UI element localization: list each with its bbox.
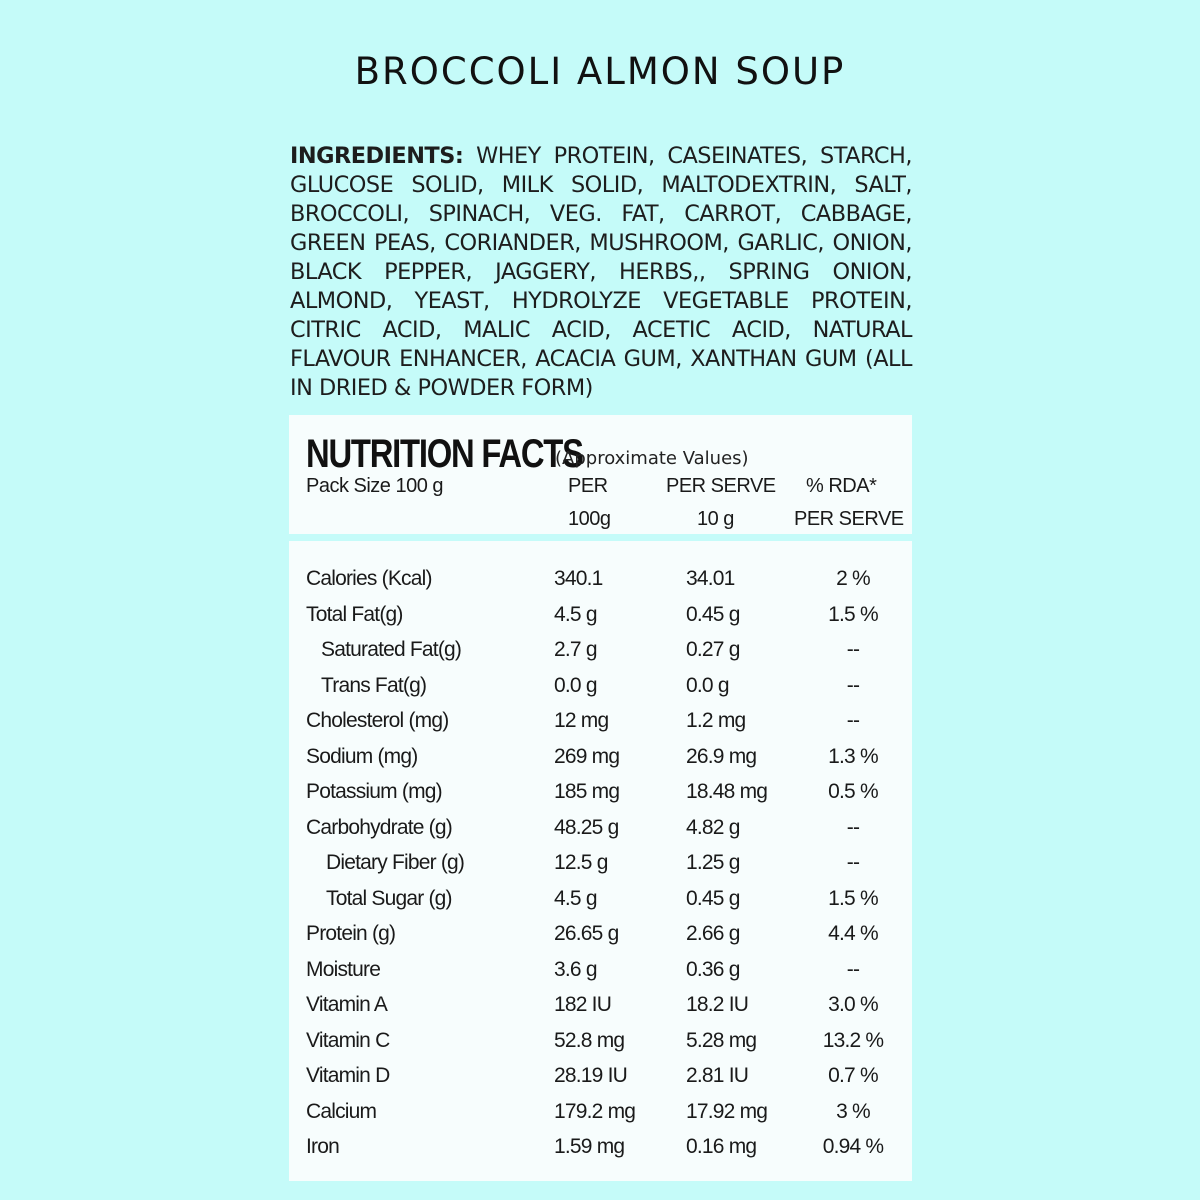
nutrition-row (289, 1029, 912, 1063)
nutrient-name: Vitamin D (306, 1064, 390, 1087)
ingredients-text: WHEY PROTEIN, CASEINATES, STARCH, GLUCOSE SOLID, MILK SOLID, MALTODEXTRIN, SALT, BROCCOLI, SPINACH, VEG. FAT, CARROT, CABBAGE, GREEN PEAS, CORIANDER, MUSHROOM, GARLIC, ONION, BLACK PEPPER, JAGGERY, HERBS,, SPRING ONION, ALMOND, YEAST, HYDROLYZE VEGETABLE PROTEIN, CITRIC ACID, MALIC ACID, ACETIC ACID, NATURAL FLAVOUR ENHANCER, ACACIA GUM, XANTHAN GUM (ALL IN DRIED & POWDER FORM) (290, 143, 912, 401)
nutrient-name: Calcium (306, 1099, 377, 1123)
value-per-serve: 1.25 g (686, 851, 740, 874)
product-title: BROCCOLI ALMON SOUP (354, 50, 846, 93)
nutrient-name: Calories (Kcal) (306, 567, 432, 590)
nutrient-name: Vitamin A (306, 993, 388, 1016)
nutrient-name: Total Sugar (g) (326, 886, 452, 910)
value-per-100g: 12.5 g (554, 851, 608, 874)
value-per-100g: 269 mg (554, 744, 620, 768)
col-per100-line1: PER (568, 475, 608, 497)
nutrition-row (289, 603, 912, 637)
nutrient-name: Moisture (306, 957, 381, 981)
nutrition-row (289, 816, 912, 850)
nutrition-row (289, 1100, 912, 1134)
nutrition-row (289, 674, 912, 708)
value-per-100g: 340.1 (554, 567, 603, 590)
value-per-serve: 0.0 g (686, 673, 729, 697)
rda-per-serve: -- (846, 709, 860, 732)
value-per-100g: 0.0 g (554, 673, 597, 697)
rda-per-serve: 3.0 % (828, 993, 878, 1016)
value-per-serve: 5.28 mg (686, 1028, 757, 1052)
value-per-serve: 2.81 IU (686, 1064, 749, 1087)
nutrient-name: Trans Fat(g) (321, 673, 427, 697)
nutrition-row (289, 958, 912, 992)
rda-per-serve: 1.5 % (828, 886, 878, 910)
value-per-serve: 18.48 mg (686, 780, 768, 803)
nutrient-name: Vitamin C (306, 1028, 390, 1052)
nutrient-name: Iron (306, 1135, 339, 1158)
rda-per-serve: 4.4 % (828, 922, 878, 945)
rda-per-serve: 0.7 % (828, 1064, 878, 1087)
nutrient-name: Sodium (mg) (306, 744, 418, 768)
rda-per-serve: 3 % (836, 1099, 870, 1123)
nutrition-row (289, 567, 912, 601)
value-per-serve: 0.36 g (686, 957, 740, 981)
value-per-100g: 179.2 mg (554, 1099, 636, 1123)
nutrient-name: Total Fat(g) (306, 602, 403, 626)
rda-per-serve: 1.3 % (828, 744, 878, 768)
nutrition-row (289, 851, 912, 885)
nutrition-row (289, 922, 912, 956)
value-per-100g: 26.65 g (554, 922, 619, 945)
rda-per-serve: 0.5 % (828, 780, 878, 803)
value-per-100g: 12 mg (554, 709, 609, 732)
nutrient-name: Potassium (mg) (306, 780, 442, 803)
value-per-100g: 28.19 IU (554, 1064, 627, 1087)
rda-per-serve: -- (846, 638, 860, 661)
nutrition-subtitle: (Approximate Values) (555, 448, 749, 469)
value-per-serve: 34.01 (686, 567, 735, 590)
nutrition-row (289, 1064, 912, 1098)
value-per-serve: 0.27 g (686, 638, 740, 661)
ingredients-label: INGREDIENTS: (290, 143, 464, 169)
value-per-serve: 0.45 g (686, 602, 740, 626)
nutrient-name: Dietary Fiber (g) (326, 851, 465, 874)
value-per-100g: 4.5 g (554, 602, 597, 626)
value-per-100g: 182 IU (554, 993, 612, 1016)
nutrition-row (289, 780, 912, 814)
col-per100-line2: 100g (568, 508, 611, 530)
rda-per-serve: 2 % (836, 567, 870, 590)
value-per-100g: 52.8 mg (554, 1028, 625, 1052)
value-per-serve: 18.2 IU (686, 993, 749, 1016)
nutrition-row (289, 709, 912, 743)
value-per-serve: 2.66 g (686, 922, 740, 945)
rda-per-serve: 0.94 % (822, 1135, 884, 1158)
ingredients-block (290, 142, 912, 403)
col-serve-line2: 10 g (697, 508, 734, 530)
value-per-serve: 0.16 mg (686, 1135, 757, 1158)
col-rda-line1: % RDA* (806, 475, 877, 497)
value-per-100g: 1.59 mg (554, 1135, 625, 1158)
value-per-serve: 26.9 mg (686, 744, 757, 768)
col-rda-line2: PER SERVE (794, 508, 904, 530)
rda-per-serve: -- (846, 815, 860, 839)
value-per-100g: 4.5 g (554, 886, 597, 910)
nutrient-name: Protein (g) (306, 922, 396, 945)
rda-per-serve: -- (846, 957, 860, 981)
col-serve-line1: PER SERVE (666, 475, 776, 497)
nutrient-name: Carbohydrate (g) (306, 815, 452, 839)
value-per-serve: 0.45 g (686, 886, 740, 910)
nutrient-name: Saturated Fat(g) (321, 638, 462, 661)
value-per-100g: 3.6 g (554, 957, 597, 981)
rda-per-serve: 13.2 % (822, 1028, 884, 1052)
value-per-serve: 4.82 g (686, 815, 740, 839)
nutrition-row (289, 638, 912, 672)
pack-size-label: Pack Size 100 g (306, 475, 444, 497)
nutrition-row (289, 745, 912, 779)
value-per-100g: 48.25 g (554, 815, 619, 839)
rda-per-serve: -- (846, 851, 860, 874)
nutrition-row (289, 887, 912, 921)
nutrient-name: Cholesterol (mg) (306, 709, 449, 732)
value-per-serve: 17.92 mg (686, 1099, 768, 1123)
value-per-serve: 1.2 mg (686, 709, 746, 732)
rda-per-serve: 1.5 % (828, 602, 878, 626)
nutrition-row (289, 1135, 912, 1169)
value-per-100g: 2.7 g (554, 638, 597, 661)
value-per-100g: 185 mg (554, 780, 620, 803)
nutrition-facts-title: NUTRITION FACTS (306, 432, 583, 476)
nutrition-row (289, 993, 912, 1027)
rda-per-serve: -- (846, 673, 860, 697)
